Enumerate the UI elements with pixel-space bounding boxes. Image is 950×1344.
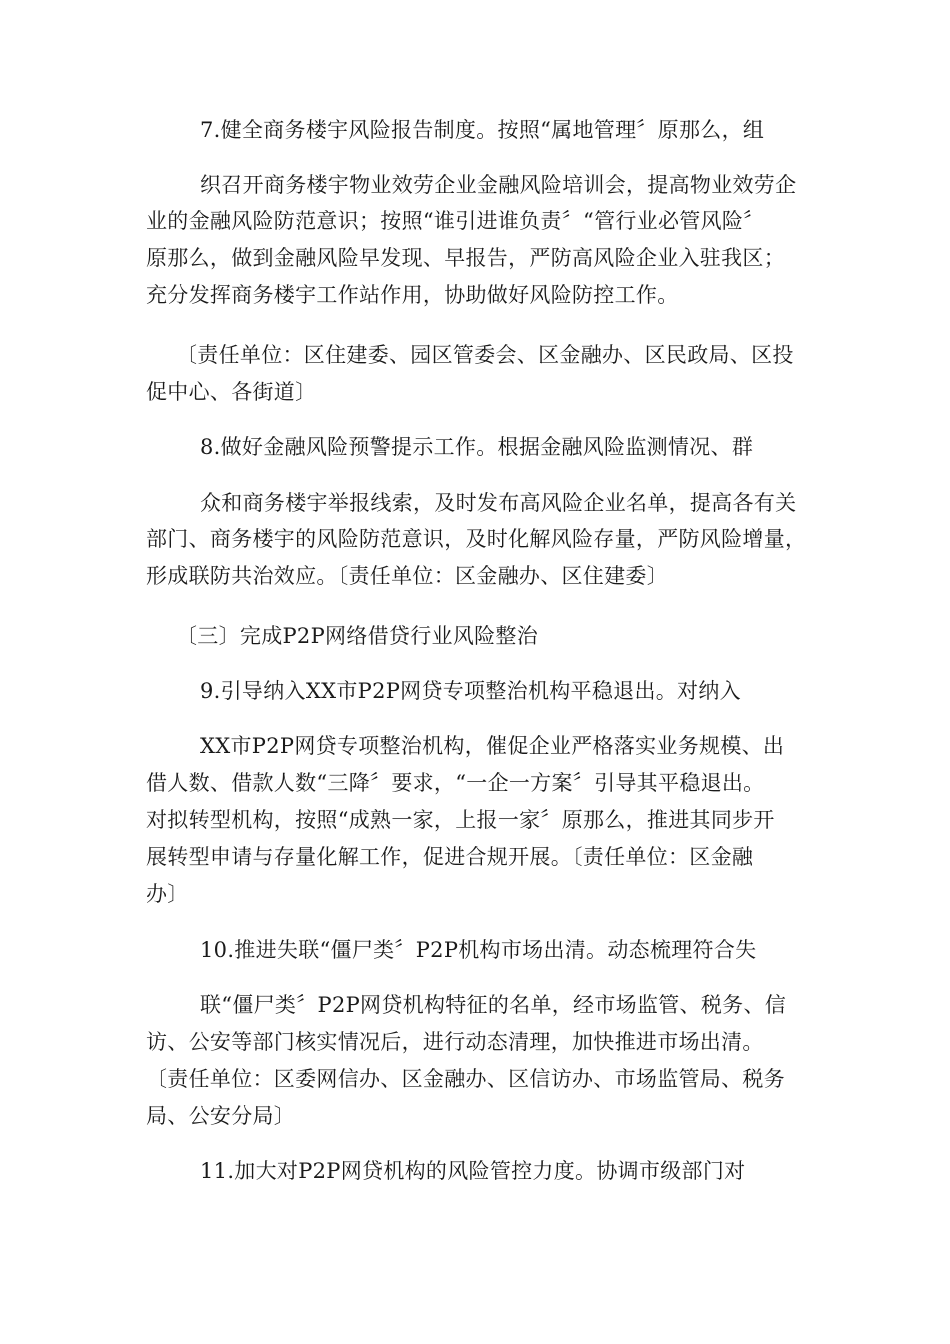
item-7-body-line: 织召开商务楼宇物业效劳企业金融风险培训会，提高物业效劳企 [200, 173, 797, 197]
item-8-body-line: 众和商务楼宇举报线索，及时发布高风险企业名单，提高各有关 [200, 491, 797, 515]
section-3-heading: 〔三〕完成P2P网络借贷行业风险整治 [176, 624, 539, 648]
item-9-heading: 9.引导纳入XX市P2P网贷专项整治机构平稳退出。对纳入 [200, 679, 741, 703]
item-7-body-line: 业的金融风险防范意识；按照“谁引进谁负责〞“管行业必管风险〞 [146, 209, 765, 233]
item-9-body-line: 借人数、借款人数“三降〞要求，“一企一方案〞引导其平稳退出。 [146, 771, 765, 795]
item-7-responsibility: 促中心、各街道〕 [146, 380, 317, 404]
item-10-responsibility: 局、公安分局〕 [146, 1104, 296, 1128]
item-10-heading: 10.推进失联“僵尸类〞P2P机构市场出清。动态梳理符合失 [200, 938, 757, 962]
item-7-body-line: 充分发挥商务楼宇工作站作用，协助做好风险防控工作。 [146, 283, 679, 307]
item-9-body-line: 办〕 [146, 882, 189, 906]
item-8-body-line: 部门、商务楼宇的风险防范意识，及时化解风险存量，严防风险增量， [146, 527, 807, 551]
item-10-responsibility: 〔责任单位：区委网信办、区金融办、区信访办、市场监管局、税务 [146, 1067, 785, 1091]
item-8-body-line: 形成联防共治效应。〔责任单位：区金融办、区住建委〕 [146, 564, 668, 588]
item-9-body-line: XX市P2P网贷专项整治机构，催促企业严格落实业务规模、出 [200, 734, 785, 758]
item-7-responsibility: 〔责任单位：区住建委、园区管委会、区金融办、区民政局、区投 [176, 343, 794, 367]
item-7-body-line: 原那么，做到金融风险早发现、早报告，严防高风险企业入驻我区； [146, 246, 785, 270]
item-11-heading: 11.加大对P2P网贷机构的风险管控力度。协调市级部门对 [200, 1159, 746, 1183]
item-7-heading: 7.健全商务楼宇风险报告制度。按照“属地管理〞原那么，组 [200, 118, 765, 142]
item-10-body-line: 访、公安等部门核实情况后，进行动态清理，加快推进市场出清。 [146, 1030, 764, 1054]
item-9-body-line: 对拟转型机构，按照“成熟一家，上报一家〞原那么，推进其同步开 [146, 808, 775, 832]
item-10-body-line: 联“僵尸类〞P2P网贷机构特征的名单，经市场监管、税务、信 [200, 993, 787, 1017]
item-9-body-line: 展转型申请与存量化解工作，促进合规开展。〔责任单位：区金融 [146, 845, 754, 869]
item-8-heading: 8.做好金融风险预警提示工作。根据金融风险监测情况、群 [200, 435, 754, 459]
